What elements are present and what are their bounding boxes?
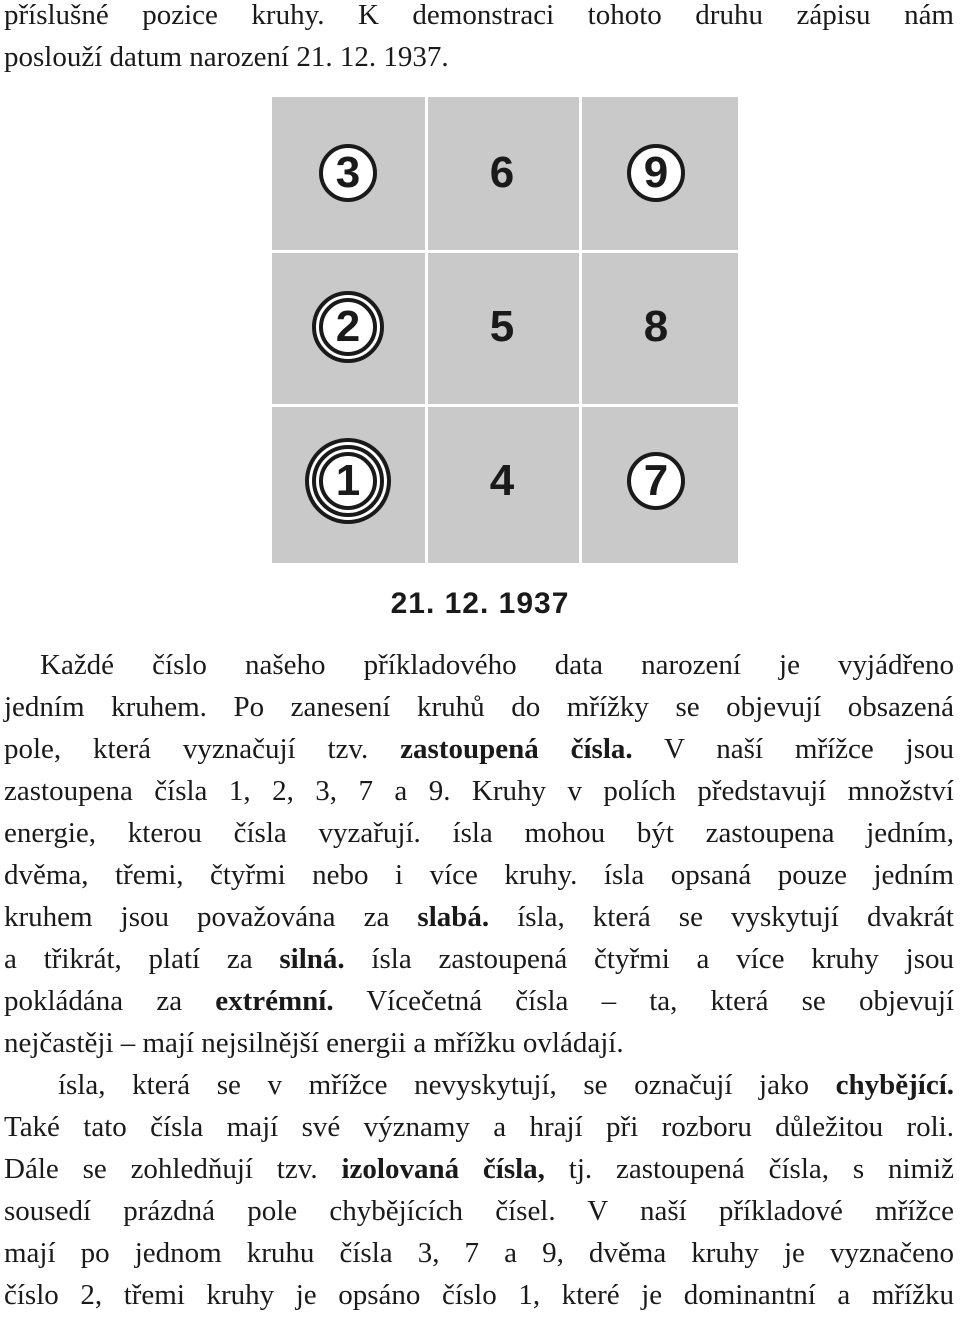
text-fragment: ísla, která se vyskytují dvakrát [517, 901, 954, 933]
grid-number: 2 [335, 302, 361, 351]
text-fragment: tj. zastoupená čísla, s nimiž [568, 1153, 955, 1185]
text-line: mají po jednom kruhu čísla 3, 7 a 9, dvěma kruhy je vyznačeno [4, 1237, 954, 1269]
grid-cell-6 [427, 98, 577, 248]
grid-cell-8 [581, 252, 731, 402]
text-line [4, 938, 954, 980]
numerology-grid [272, 97, 738, 563]
term-izolovana-cisla: izolovaná čísla, [341, 1153, 545, 1185]
text-fragment: pokládána za [4, 985, 183, 1017]
text-line: číslo 2, třemi kruhy je opsáno číslo 1, které je dominantní a mřížku [4, 1279, 954, 1311]
grid-number: 8 [643, 302, 669, 351]
grid-number: 3 [335, 148, 361, 197]
text-line [4, 728, 954, 770]
grid-caption-date: 21. 12. 1937 [390, 587, 570, 620]
grid-cell-7 [581, 406, 731, 556]
term-slaba: slabá. [417, 901, 490, 933]
intro-line-1: příslušné pozice kruhy. K demonstraci tohoto druhu zápisu nám [4, 0, 954, 31]
term-extremni: extrémní. [215, 985, 334, 1017]
text-line [4, 980, 954, 1022]
grid-cell-1 [273, 406, 423, 556]
text-fragment: kruhem jsou považována za [4, 901, 390, 933]
text-line: sousedí prázdná pole chybějících čísel. V naší příkladové mřížce [4, 1195, 954, 1227]
text-fragment: a třikrát, platí za [4, 943, 253, 975]
text-line: Také tato čísla mají své významy a hrají při rozboru důležitou roli. [4, 1111, 954, 1143]
term-zastoupena-cisla: zastoupená čísla. [400, 733, 633, 765]
text-line: nejčastěji – mají nejsilnější energii a mřížku ovládají. [4, 1027, 624, 1059]
grid-number: 5 [489, 302, 515, 351]
text-line: jedním kruhem. Po zanesení kruhů do mřížky se objevují obsazená [4, 691, 954, 723]
text-line: dvěma, třemi, čtyřmi nebo i více kruhy. ísla opsaná pouze jedním [4, 859, 954, 891]
term-silna: silná. [279, 943, 345, 975]
term-chybejici: chybějící. [835, 1069, 955, 1101]
text-line: Každé číslo našeho příkladového data narození je vyjádřeno [40, 649, 954, 681]
text-line [4, 896, 954, 938]
grid-number: 9 [643, 148, 669, 197]
text-line: energie, kterou čísla vyzařují. ísla mohou být zastoupena jedním, [4, 817, 954, 849]
text-line: zastoupena čísla 1, 2, 3, 7 a 9. Kruhy v polích představují množství [4, 775, 954, 807]
text-line [58, 1064, 954, 1106]
text-fragment: pole, která vyznačují tzv. [4, 733, 369, 765]
grid-cell-4 [427, 406, 577, 556]
grid-cell-5 [427, 252, 577, 402]
text-line [4, 1148, 954, 1190]
grid-cell-2 [273, 252, 423, 402]
grid-number: 4 [489, 456, 515, 505]
grid-cell-3 [273, 98, 423, 248]
text-fragment: V naší mřížce jsou [664, 733, 954, 765]
text-fragment: Vícečetná čísla – ta, která se objevují [366, 985, 954, 1017]
text-fragment: ísla zastoupená čtyřmi a více kruhy jsou [371, 943, 955, 975]
grid-number: 6 [489, 148, 515, 197]
text-fragment: Dále se zohledňují tzv. [4, 1153, 318, 1185]
grid-cell-9 [581, 98, 731, 248]
grid-number: 7 [643, 456, 669, 505]
grid-number: 1 [335, 456, 361, 505]
text-fragment: ísla, která se v mřížce nevyskytují, se označují jako [58, 1069, 809, 1101]
intro-line-2: poslouží datum narození 21. 12. 1937. [4, 41, 449, 73]
